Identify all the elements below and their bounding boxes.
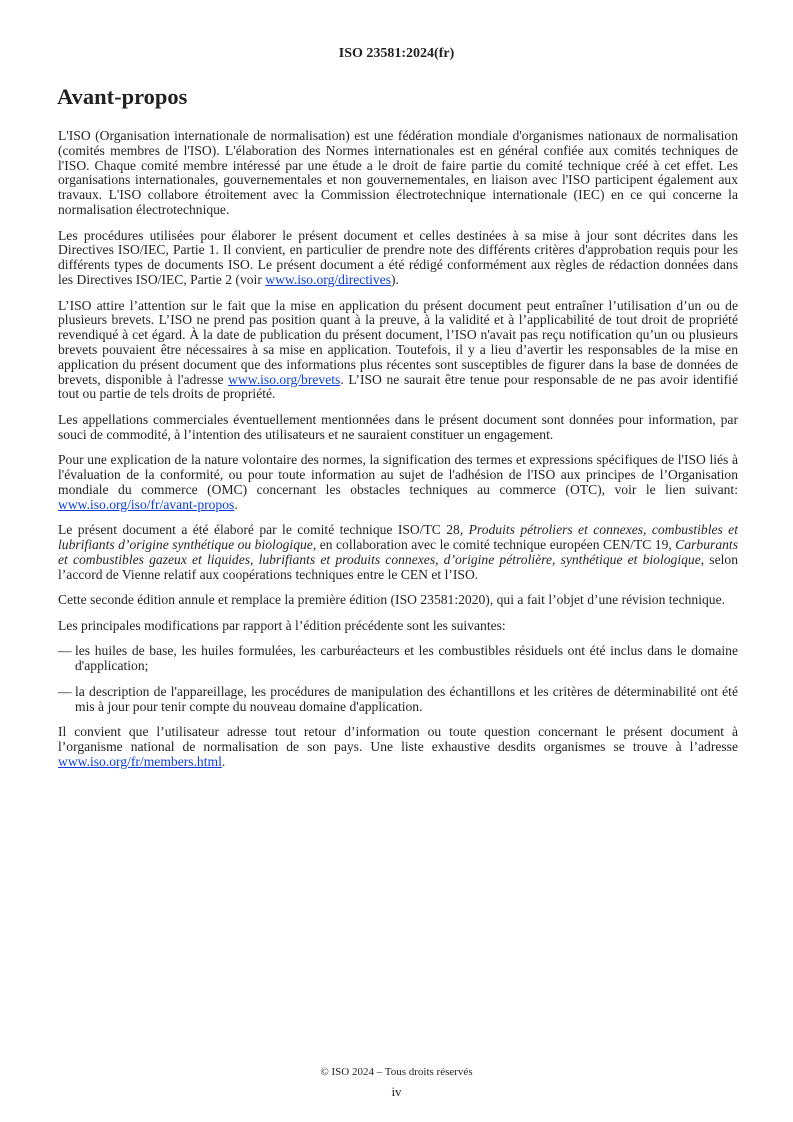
text: Le présent document a été élaboré par le comité technique ISO/TC 28, — [58, 522, 469, 538]
paragraph-patents — [58, 299, 738, 403]
link-directives[interactable]: www.iso.org/directives — [265, 271, 391, 287]
text: Il convient que l’utilisateur adresse tout retour d’information ou toute question concernant le présent document à l’organisme national de normalisation de son pays. Une liste exhaustive desdits organismes se trouve à l’adresse — [58, 724, 738, 755]
paragraph-feedback — [58, 725, 738, 769]
dash-bullet: — — [58, 643, 72, 659]
text: L’ISO attire l’attention sur le fait que la mise en application du présent document peut entraîner l’utilisation d’un ou de plusieurs brevets. L’ISO ne prend pas position quant à la preuve, à la validité et à l’applicabilité de tout droit de propriété revendiqué à cet égard. À la date de publication du présent document, l’ISO n'avait pas reçu notification qu’un ou plusieurs brevets pouvaient être nécessaires à sa mise en application. Toutefois, il y a lieu d’avertir les responsables de la mise en application du présent document que des informations plus récentes sont susceptibles de figurer dans la base de données de brevets, disponible à l'adresse — [58, 297, 738, 387]
list-item — [58, 685, 738, 715]
paragraph-changes-intro: Les principales modifications par rapport à l’édition précédente sont les suivantes: — [58, 617, 506, 633]
link-members[interactable]: www.iso.org/fr/members.html — [58, 753, 222, 769]
dash-bullet: — — [58, 683, 72, 699]
paragraph-voluntary-nature — [58, 453, 738, 512]
text: , en collaboration avec le comité technique européen CEN/TC 19, — [312, 537, 676, 553]
list-item-text: la description de l'appareillage, les procédures de manipulation des échantillons et les critères de déterminabilité ont été mis à jour pour tenir compte du nouveau domaine d'application. — [75, 683, 738, 714]
text: . — [221, 753, 226, 769]
paragraph-edition: Cette seconde édition annule et remplace la première édition (ISO 23581:2020), qui a fait l’objet d’une révision technique. — [58, 592, 726, 608]
text: Pour une explication de la nature volontaire des normes, la signification des termes et expressions spécifiques de l'ISO liés à l'évaluation de la conformité, ou pour toute information au sujet de l'adhésion de l'ISO aux principes de l’Organisation mondiale du commerce (OMC) concernant les obstacles techniques au commerce (OTC), voir le lien suivant: — [58, 452, 738, 497]
paragraph-committee — [58, 523, 738, 582]
text: . — [234, 496, 238, 512]
text: Les procédures utilisées pour élaborer le présent document et celles destinées à sa mise à jour sont décrites dans les Directives ISO/IEC, Partie 1. Il convient, en particulier de prendre note des différents critères d'approbation requis pour les différents types de documents ISO. Le présent document a été rédigé conformément aux règles de rédaction données dans les Directives ISO/IEC, Partie 2 (voir — [58, 227, 738, 287]
committee-title: Produits pétroliers et connexes, combustibles et lubrifiants d’origine synthétique ou biologique — [58, 522, 738, 553]
text: . L’ISO ne saurait être tenue pour responsable de ne pas avoir identifié tout ou partie de tels droits de propriété. — [58, 371, 738, 402]
link-brevets[interactable]: www.iso.org/brevets — [228, 371, 341, 387]
cen-committee-title: Carburants et combustibles gazeux et liquides, lubrifiants et produits connexes, d’origine pétrolière, synthétique et biologique, — [58, 537, 738, 567]
paragraph-trade-names: Les appellations commerciales éventuellement mentionnées dans le présent document sont données pour information, par souci de commodité, à l’intention des utilisateurs et ne sauraient constituer un engagement. — [58, 411, 738, 442]
copyright-footer: © ISO 2024 – Tous droits réservés — [320, 1066, 473, 1078]
list-item-text: les huiles de base, les huiles formulées, les carburéacteurs et les combustibles résiduels ont été inclus dans le domaine d'application; — [75, 643, 738, 674]
paragraph-iso-intro: L'ISO (Organisation internationale de normalisation) est une fédération mondiale d'organismes nationaux de normalisation (comités membres de l'ISO). L'élaboration des Normes internationales est en général confiée aux comités techniques de l'ISO. Chaque comité membre intéressé par une étude a le droit de faire partie du comité technique créé à cet effet. Les organisations internationales, gouvernementales et non gouvernementales, en liaison avec l'ISO participent également aux travaux. L'ISO collabore étroitement avec la Commission électrotechnique internationale (IEC) en ce qui concerne la normalisation électrotechnique. — [58, 128, 738, 217]
paragraph-procedures — [58, 229, 738, 288]
list-item — [58, 644, 738, 674]
text: ). — [391, 271, 399, 287]
foreword-body — [58, 129, 738, 780]
page-number: iv — [391, 1084, 402, 1099]
document-header: ISO 23581:2024(fr) — [338, 46, 455, 61]
text: selon l’accord de Vienne relatif aux coopérations techniques entre le CEN et l’ISO. — [58, 551, 738, 582]
page-title: Avant-propos — [57, 84, 188, 109]
link-avant-propos[interactable]: www.iso.org/iso/fr/avant-propos — [58, 496, 235, 512]
